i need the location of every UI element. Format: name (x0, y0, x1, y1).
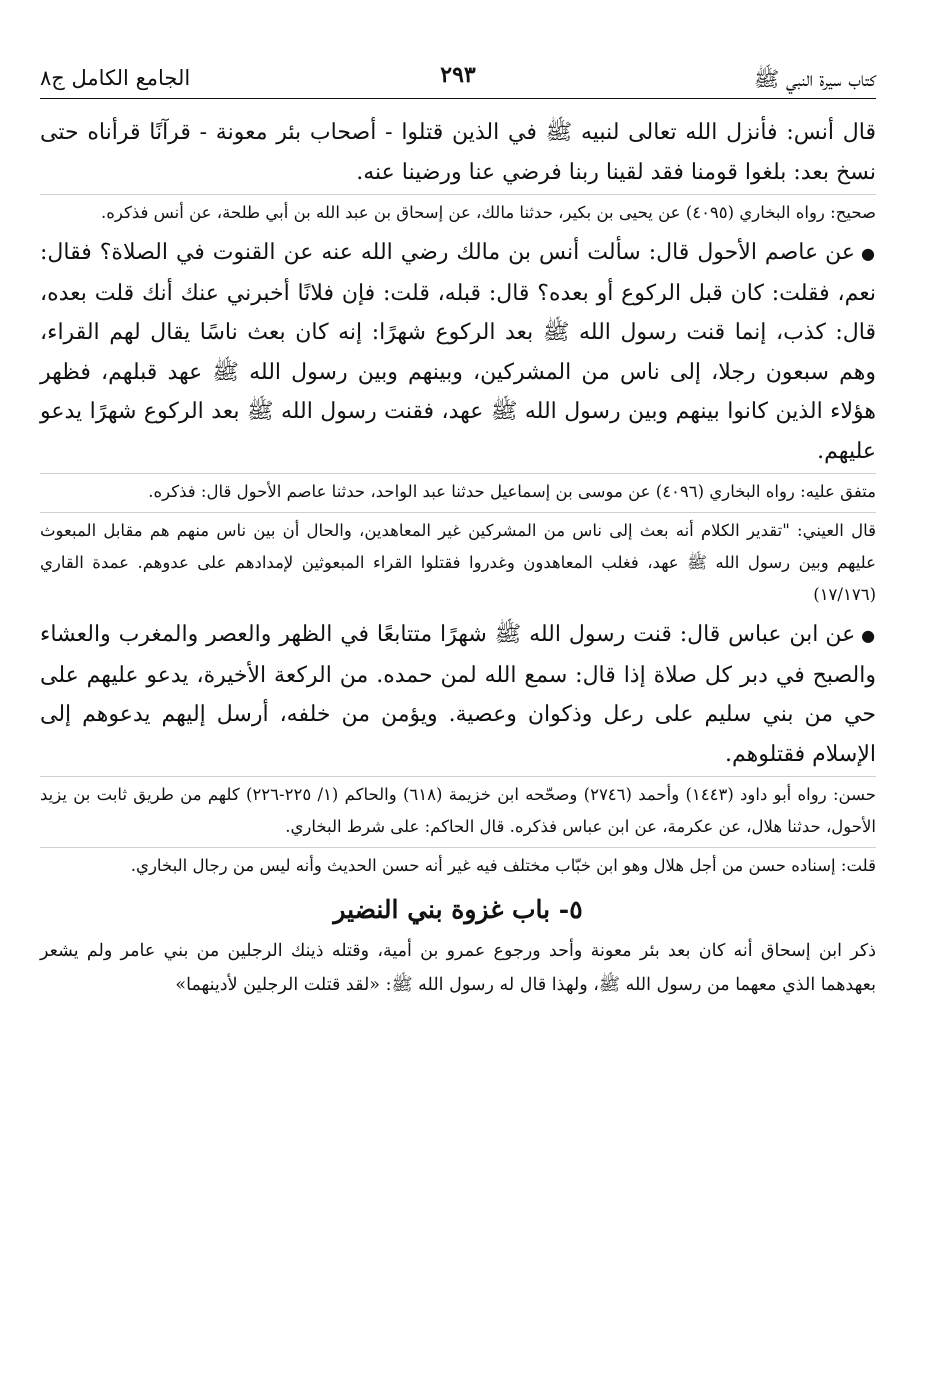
commentary-note: قلت: إسناده حسن من أجل هلال وهو ابن خبّاب مختلف فيه غير أنه حسن الحديث وأنه ليس من رجال البخاري. (40, 847, 876, 882)
commentary-note: قال العيني: "تقدير الكلام أنه بعث إلى ناس من المشركين غير المعاهدين، والحال أن بين ناس منهم هم مقابل المبعوث عليهم وبين رسول الله ﷺ عهد، فغلب المعاهدون وغدروا فقتلوا القراء المبعوثين لإمدادهم على عدوهم. عمدة القاري (١٧/١٧٦) (40, 512, 876, 611)
book-title: كتاب سيرة النبي ﷺ (753, 67, 876, 91)
book-page (40, 52, 876, 1002)
hadith-text: ● عن ابن عباس قال: قنت رسول الله ﷺ شهرًا متتابعًا في الظهر والعصر والمغرب والعشاء والصبح في دبر كل صلاة إذا قال: سمع الله لمن حمده. من الركعة الأخيرة، يدعو عليهم على حي من بني سليم على رعل وذكوان وعصية. ويؤمن من خلفه، أرسل إليهم يدعوهم إلى الإسلام فقتلوهم. (40, 615, 876, 774)
takhrij-note: حسن: رواه أبو داود (١٤٤٣) وأحمد (٢٧٤٦) وصحّحه ابن خزيمة (٦١٨) والحاكم (١/ ٢٢٥-٢٢٦) كلهم من طريق ثابت بن يزيد الأحول، حدثنا هلال، عن عكرمة، عن ابن عباس فذكره. قال الحاكم: على شرط البخاري. (40, 776, 876, 843)
takhrij-note: صحيح: رواه البخاري (٤٠٩٥) عن يحيى بن بكير، حدثنا مالك، عن إسحاق بن عبد الله بن أبي طلحة، عن أنس فذكره. (40, 194, 876, 229)
chapter-intro: ذكر ابن إسحاق أنه كان بعد بئر معونة وأحد ورجوع عمرو بن أمية، وقتله ذينك الرجلين من بني عامر ولم يشعر بعهدهما الذي معهما من رسول الله ﷺ، ولهذا قال له رسول الله ﷺ: «لقد قتلت الرجلين لأدينهما» (40, 941, 876, 995)
volume-label: الجامع الكامل ج٨ (40, 66, 191, 90)
hadith-text: قال أنس: فأنزل الله تعالى لنبيه ﷺ في الذين قتلوا - أصحاب بئر معونة - قرآنًا قرأناه حتى نسخ بعد: بلغوا قومنا فقد لقينا ربنا فرضي عنا ورضينا عنه. (40, 120, 876, 185)
chapter-heading: ٥- باب غزوة بني النضير (333, 895, 583, 924)
page-number: ٢٩٣ (440, 62, 476, 88)
page-header (40, 52, 876, 99)
hadith-text: ● عن عاصم الأحول قال: سألت أنس بن مالك رضي الله عنه عن القنوت في الصلاة؟ فقال: نعم، فقلت: كان قبل الركوع أو بعده؟ قال: قبله، قلت: فإن فلانًا أخبرني عنك أنك قلت بعده، قال: كذب، إنما قنت رسول الله ﷺ بعد الركوع شهرًا: إنه كان بعث ناسًا يقال لهم القراء، وهم سبعون رجلا، إلى ناس من المشركين، وبينهم وبين رسول الله ﷺ عهد قبلهم، فظهر هؤلاء الذين كانوا بينهم وبين رسول الله ﷺ عهد، فقنت رسول الله ﷺ بعد الركوع شهرًا يدعو عليهم. (40, 233, 876, 471)
takhrij-note: متفق عليه: رواه البخاري (٤٠٩٦) عن موسى بن إسماعيل حدثنا عبد الواحد، حدثنا عاصم الأحول قال: فذكره. (40, 473, 876, 508)
page-content (40, 113, 876, 1002)
